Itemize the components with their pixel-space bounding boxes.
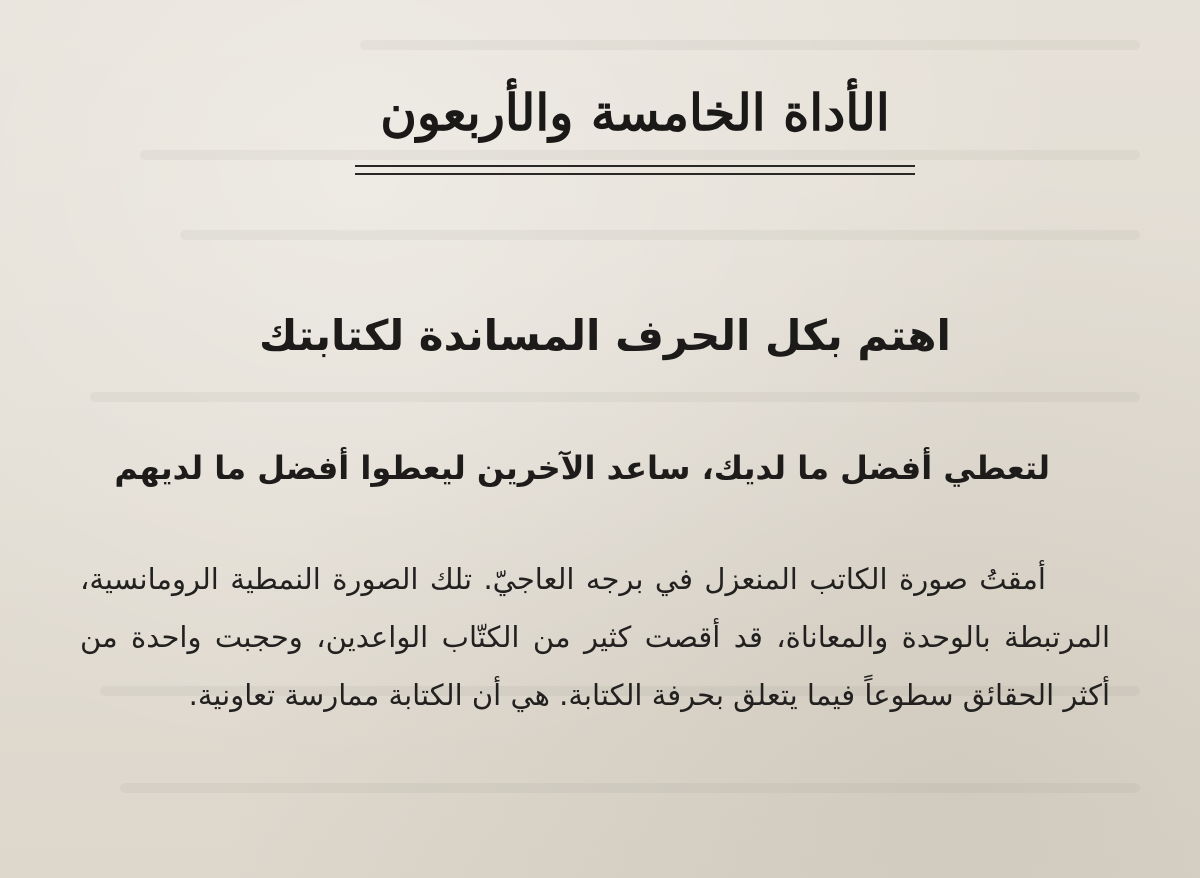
show-through-line <box>140 150 1140 160</box>
section-title: اهتم بكل الحرف المساندة لكتابتك <box>259 311 951 360</box>
show-through-line <box>360 40 1140 50</box>
show-through-line <box>120 783 1140 793</box>
subtitle: لتعطي أفضل ما لديك، ساعد الآخرين ليعطوا أفضل ما لديهم <box>114 449 1050 487</box>
chapter-title: الأداة الخامسة والأربعون <box>380 83 890 142</box>
body-paragraph: أمقتُ صورة الكاتب المنعزل في برجه العاجيّ. تلك الصورة النمطية الرومانسية، المرتبطة بالوحدة والمعاناة، قد أقصت كثير من الكتّاب الواعدين، وحجبت واحدة من أكثر الحقائق سطوعاً فيما يتعلق بحرفة الكتابة. هي أن الكتابة ممارسة تعاونية. <box>80 562 1110 712</box>
title-underline-double <box>355 173 915 175</box>
show-through-line <box>180 230 1140 240</box>
title-underline <box>355 165 915 167</box>
show-through-line <box>90 392 1140 402</box>
